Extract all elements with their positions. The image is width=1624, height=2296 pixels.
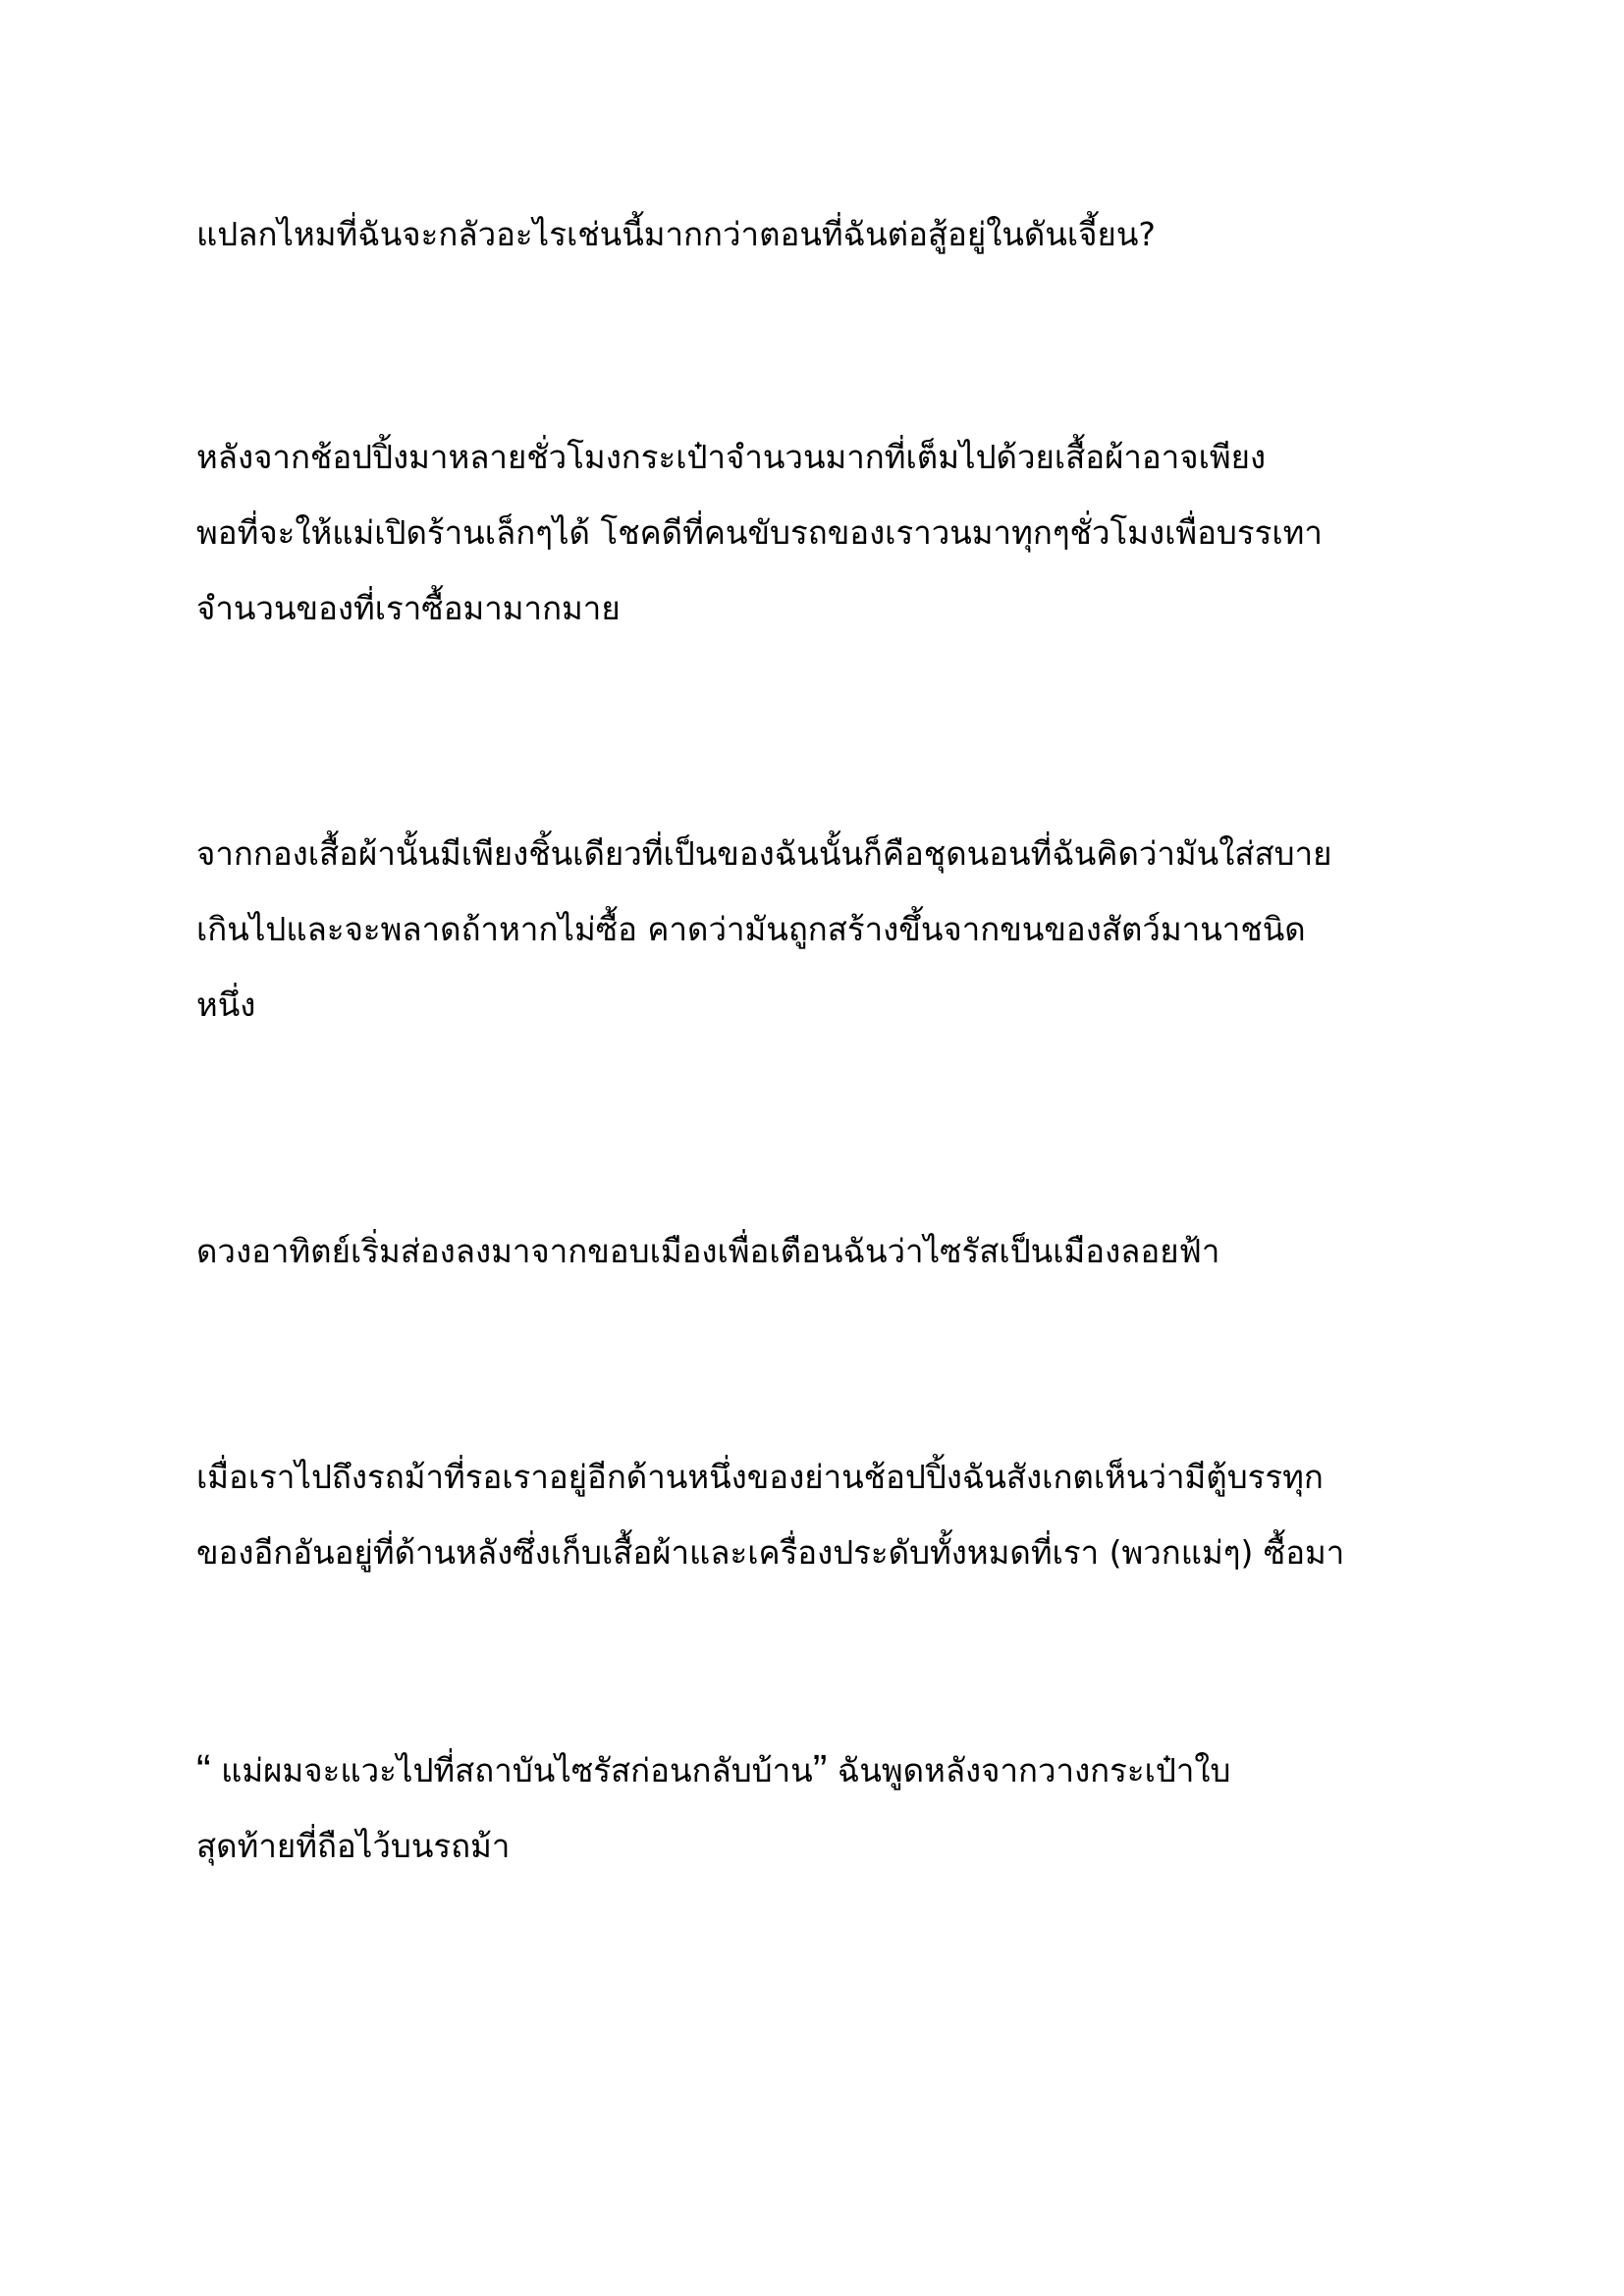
narration-text: ฉันพูดหลังจากวางกระเป๋าใบ [827,1751,1231,1789]
paragraph-1 [196,196,1156,272]
paragraph-line: สุดท้ายที่ถือไว้บนรถม้า [196,1827,511,1865]
paragraph-line: พอที่จะให้แม่เปิดร้านเล็กๆได้ โชคดีที่คนขับรถของเราวนมาทุกๆชั่วโมงเพื่อบรรเทา [196,513,1323,552]
paragraph-line: หลังจากช้อปปิ้งมาหลายชั่วโมงกระเป๋าจำนวนมากที่เต็มไปด้วยเสื้อผ้าอาจเพียง [196,438,1267,476]
paragraph-line: ดวงอาทิตย์เริ่มส่องลงมาจากขอบเมืองเพื่อเตือนฉันว่าไซรัสเป็นเมืองลอยฟ้า [196,1232,1220,1270]
dialogue-line [196,1733,1230,1808]
open-quote-mark: “ [196,1746,211,1794]
paragraph-line: ของอีกอันอยู่ที่ด้านหลังซึ่งเก็บเสื้อผ้าและเครื่องประดับทั้งหมดที่เรา (พวกแม่ๆ) ซื้อมา [196,1533,1345,1572]
paragraph-6-dialogue [196,1733,1230,1884]
paragraph-2 [196,419,1323,646]
paragraph-5 [196,1439,1344,1590]
dialogue-text: แม่ผมจะแวะไปที่สถาบันไซรัสก่อนกลับบ้าน [210,1751,813,1789]
paragraph-line: แปลกไหมที่ฉันจะกลัวอะไรเช่นนี้มากกว่าตอนที่ฉันต่อสู้อยู่ในดันเจี้ยน? [196,215,1156,253]
paragraph-line: จำนวนของที่เราซื้อมามากมาย [196,589,621,627]
paragraph-line: หนึ่ง [196,986,256,1024]
close-quote-mark: ” [812,1746,828,1794]
paragraph-line: เกินไปและจะพลาดถ้าหากไม่ซื้อ คาดว่ามันถูกสร้างขึ้นจากขนของสัตว์มานาชนิด [196,910,1306,948]
paragraph-line: จากกองเสื้อผ้านั้นมีเพียงชิ้นเดียวที่เป็นของฉันนั้นก็คือชุดนอนที่ฉันคิดว่ามันใส่สบาย [196,834,1332,873]
paragraph-4 [196,1213,1219,1289]
paragraph-line: เมื่อเราไปถึงรถม้าที่รอเราอยู่อีกด้านหนึ่งของย่านช้อปปิ้งฉันสังเกตเห็นว่ามีตู้บรรทุก [196,1458,1324,1496]
paragraph-3 [196,816,1331,1042]
